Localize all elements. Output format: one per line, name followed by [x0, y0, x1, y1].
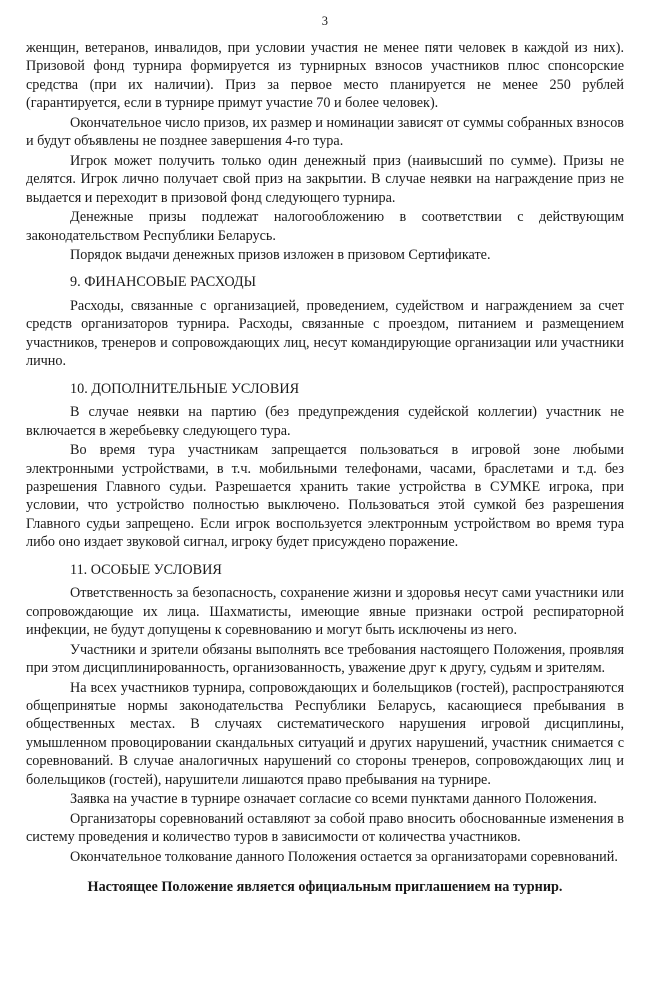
body-paragraph: Заявка на участие в турнире означает согласие со всеми пунктами данного Положения. [70, 791, 597, 808]
body-paragraph: Порядок выдачи денежных призов изложен в призовом Сертификате. [70, 246, 491, 263]
body-paragraph: Ответственность за безопасность, сохранение жизни и здоровья несут сами участники или сопровождающие их лица. Шахматисты, имеющие явные признаки острой респираторной инфекции, не будут допущены к соревнованию и могут быть исключены из него. [26, 585, 624, 639]
body-paragraph: Участники и зрители обязаны выполнять все требования настоящего Положения, проявляя при этом дисциплинированность, организованность, уважение друг к другу, судьям и зрителям. [26, 641, 624, 677]
body-paragraph: На всех участников турнира, сопровождающих и болельщиков (гостей), распространяются общепринятые нормы законодательства Республики Беларусь, касающиеся пребывания в общественных местах. В случаях систематического нарушения игровой дисциплины, умышленном провоцировании скандальных ситуаций и других нарушений, участник снимается с соревнований. В случае аналогичных нарушений со стороны тренеров, сопровождающих лиц и болельщиков (гостей), нарушители лишаются право пребывания на турнире. [26, 679, 624, 788]
body-paragraph: женщин, ветеранов, инвалидов, при условии участия не менее пяти человек в каждой из них). Призовой фонд турнира формируется из турнирных взносов участников плюс спонсорские средства (при их наличии). Приз за первое место планируется не менее 250 рублей (гарантируется, если в турнире примут участие 70 и более человек). [26, 40, 624, 112]
section-heading: 9. ФИНАНСОВЫЕ РАСХОДЫ [70, 274, 256, 291]
section-heading: 11. ОСОБЫЕ УСЛОВИЯ [70, 561, 222, 578]
body-paragraph: Окончательное толкование данного Положения остается за организаторами соревнований. [70, 848, 618, 865]
body-paragraph: Игрок может получить только один денежный приз (наивысший по сумме). Призы не делятся. Игрок лично получает свой приз на закрытии. В случае неявки на награждение приз не выдается и переходит в призовой фонд следующего турнира. [26, 152, 624, 206]
closing-statement: Настоящее Положение является официальным приглашением на турнир. [87, 879, 563, 896]
document-body [26, 39, 624, 896]
body-paragraph: Окончательное число призов, их размер и номинации зависят от суммы собранных взносов и будут объявлены не позднее завершения 4-го тура. [26, 114, 624, 150]
body-paragraph: Организаторы соревнований оставляют за собой право вносить обоснованные изменения в систему проведения и количество туров в зависимости от количества участников. [26, 810, 624, 846]
body-paragraph: Денежные призы подлежат налогообложению в соответствии с действующим законодательством Республики Беларусь. [26, 209, 624, 244]
section-heading: 10. ДОПОЛНИТЕЛЬНЫЕ УСЛОВИЯ [70, 380, 300, 397]
page-number: 3 [321, 14, 329, 28]
body-paragraph: В случае неявки на партию (без предупреждения судейской коллегии) участник не включается в жеребьевку следующего тура. [26, 404, 624, 439]
body-paragraph: Расходы, связанные с организацией, проведением, судейством и награждением за счет средств организаторов турнира. Расходы, связанные с проездом, питанием и размещением участников, тренеров и сопровождающих лиц, несут командирующие организации или участники лично. [26, 297, 624, 370]
body-paragraph: Во время тура участникам запрещается пользоваться в игровой зоне любыми электронными устройствами, в т.ч. мобильными телефонами, часами, браслетами и т.д. без разрешения Главного судьи. Разрешается хранить такие устройства в СУМКЕ игрока, при условии, что устройство полностью выключено. Пользоваться этой сумкой без разрешения Главного судьи запрещено. Если игрок воспользуется электронным устройством во время тура либо оно издает звуковой сигнал, игроку будет присуждено поражение. [26, 442, 624, 551]
